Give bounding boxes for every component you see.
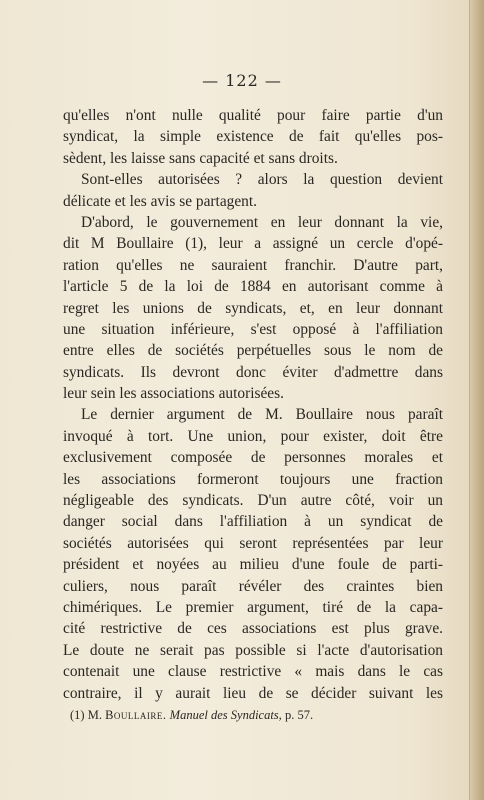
text-line: regret les unions de syndicats, et, en leur donnant <box>63 299 443 317</box>
text-line: syndicat, la simple existence de fait qu'elles pos- <box>63 128 443 146</box>
text-line: culiers, nous paraît révéler des craintes bien <box>63 577 443 595</box>
text-line: entre elles de sociétés perpétuelles sous le nom de <box>63 342 443 360</box>
footnote-page: p. 57. <box>284 708 314 722</box>
text-line: cité restrictive de ces associations est plus grave. <box>63 620 443 638</box>
text-line: contenait une clause restrictive « mais dans le cas <box>63 663 443 681</box>
text-line: l'article 5 de la loi de 1884 en autorisant comme à <box>63 278 443 296</box>
text-line: Le doute ne serait pas possible si l'acte d'autorisation <box>63 641 443 659</box>
text-line: les associations formeront toujours une fraction <box>63 470 443 488</box>
text-line: sèdent, les laisse sans capacité et sans droits. <box>63 149 338 167</box>
text-line: exclusivement composée de personnes morales et <box>63 449 443 467</box>
text-line: Le dernier argument de M. Boullaire nous paraît <box>81 406 443 424</box>
text-line: chimériques. Le premier argument, tiré de la capa- <box>63 598 443 616</box>
text-line: leur sein les associations autorisées. <box>63 385 284 403</box>
footnote-marker: (1) M. <box>70 708 102 722</box>
text-line: délicate et les avis se partagent. <box>63 192 258 210</box>
text-line: Sont-elles autorisées ? alors la question devient <box>81 171 443 189</box>
text-line: danger social dans l'affiliation à un syndicat de <box>63 513 443 531</box>
text-line: une situation inférieure, s'est opposé à l'affiliation <box>63 320 443 338</box>
footnote-title: Manuel des Syndicats, <box>169 708 282 722</box>
body-text <box>63 105 443 704</box>
page-edge <box>469 0 484 800</box>
text-line: négligeable des syndicats. D'un autre côté, voir un <box>63 492 443 510</box>
text-line: sociétés autorisées qui seront représentées par leur <box>63 534 443 552</box>
text-line: D'abord, le gouvernement en leur donnant la vie, <box>81 213 443 231</box>
text-line: dit M Boullaire (1), leur a assigné un cercle d'opé- <box>63 235 443 253</box>
text-line: syndicats. Ils devront donc éviter d'admettre dans <box>63 363 443 381</box>
text-line: invoqué à tort. Une union, pour exister, doit être <box>63 427 443 445</box>
text-line: qu'elles n'ont nulle qualité pour faire partie d'un <box>63 107 443 124</box>
page-number: — 122 — <box>202 71 282 90</box>
text-line: ration qu'elles ne sauraient franchir. D'autre part, <box>63 256 443 274</box>
footnote-author: Boullaire. <box>105 708 167 722</box>
text-line: contraire, il y aurait lieu de se décider suivant les <box>63 684 443 702</box>
footnote <box>70 708 440 723</box>
text-line: président et noyées au milieu d'une foule de parti- <box>63 556 443 574</box>
